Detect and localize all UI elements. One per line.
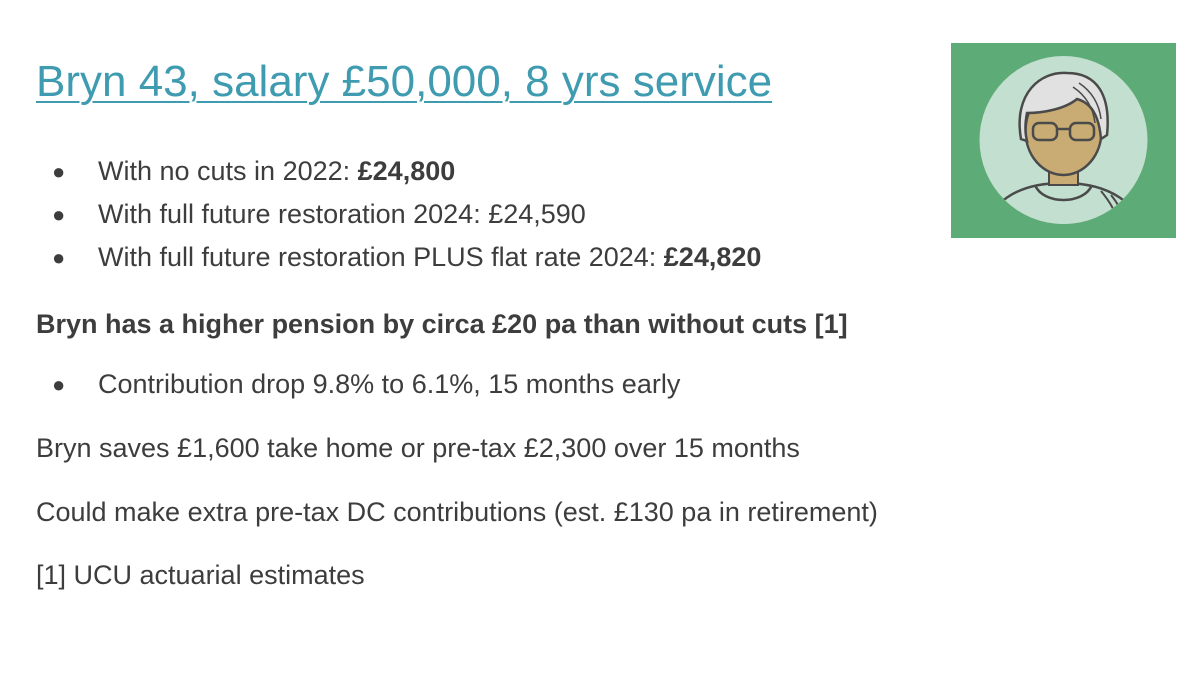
bullet-full-restoration [36, 193, 761, 236]
bullet-value: £24,800 [357, 156, 456, 186]
footnote: [1] UCU actuarial estimates [36, 560, 365, 590]
bullet-value: £24,820 [663, 242, 762, 272]
bullet-dot: ● [52, 372, 66, 397]
dc-contributions-note: Could make extra pre-tax DC contributions (est. £130 pa in retirement) [36, 497, 878, 527]
summary-statement: Bryn has a higher pension by circa £20 pa than without cuts [1] [36, 309, 848, 339]
bullet-dot: ● [52, 245, 66, 270]
savings-statement: Bryn saves £1,600 take home or pre-tax £2,300 over 15 months [36, 433, 800, 463]
bullet-contribution-drop [36, 363, 680, 406]
result-bullet-list [36, 150, 761, 279]
bullet-text: Contribution drop 9.8% to 6.1%, 15 months early [98, 369, 681, 399]
bullet-dot: ● [52, 202, 66, 227]
contribution-bullet-list [36, 363, 680, 406]
bullet-restoration-plus-flat-rate [36, 236, 761, 279]
bullet-dot: ● [52, 159, 66, 184]
bullet-text: With full future restoration PLUS flat rate 2024: [98, 242, 664, 272]
bullet-text: With no cuts in 2022: [98, 156, 358, 186]
bullet-text: With full future restoration 2024: £24,590 [98, 199, 586, 229]
slide-title[interactable]: Bryn 43, salary £50,000, 8 yrs service [36, 57, 773, 106]
bullet-no-cuts [36, 150, 761, 193]
person-with-glasses-avatar-icon [951, 43, 1176, 238]
